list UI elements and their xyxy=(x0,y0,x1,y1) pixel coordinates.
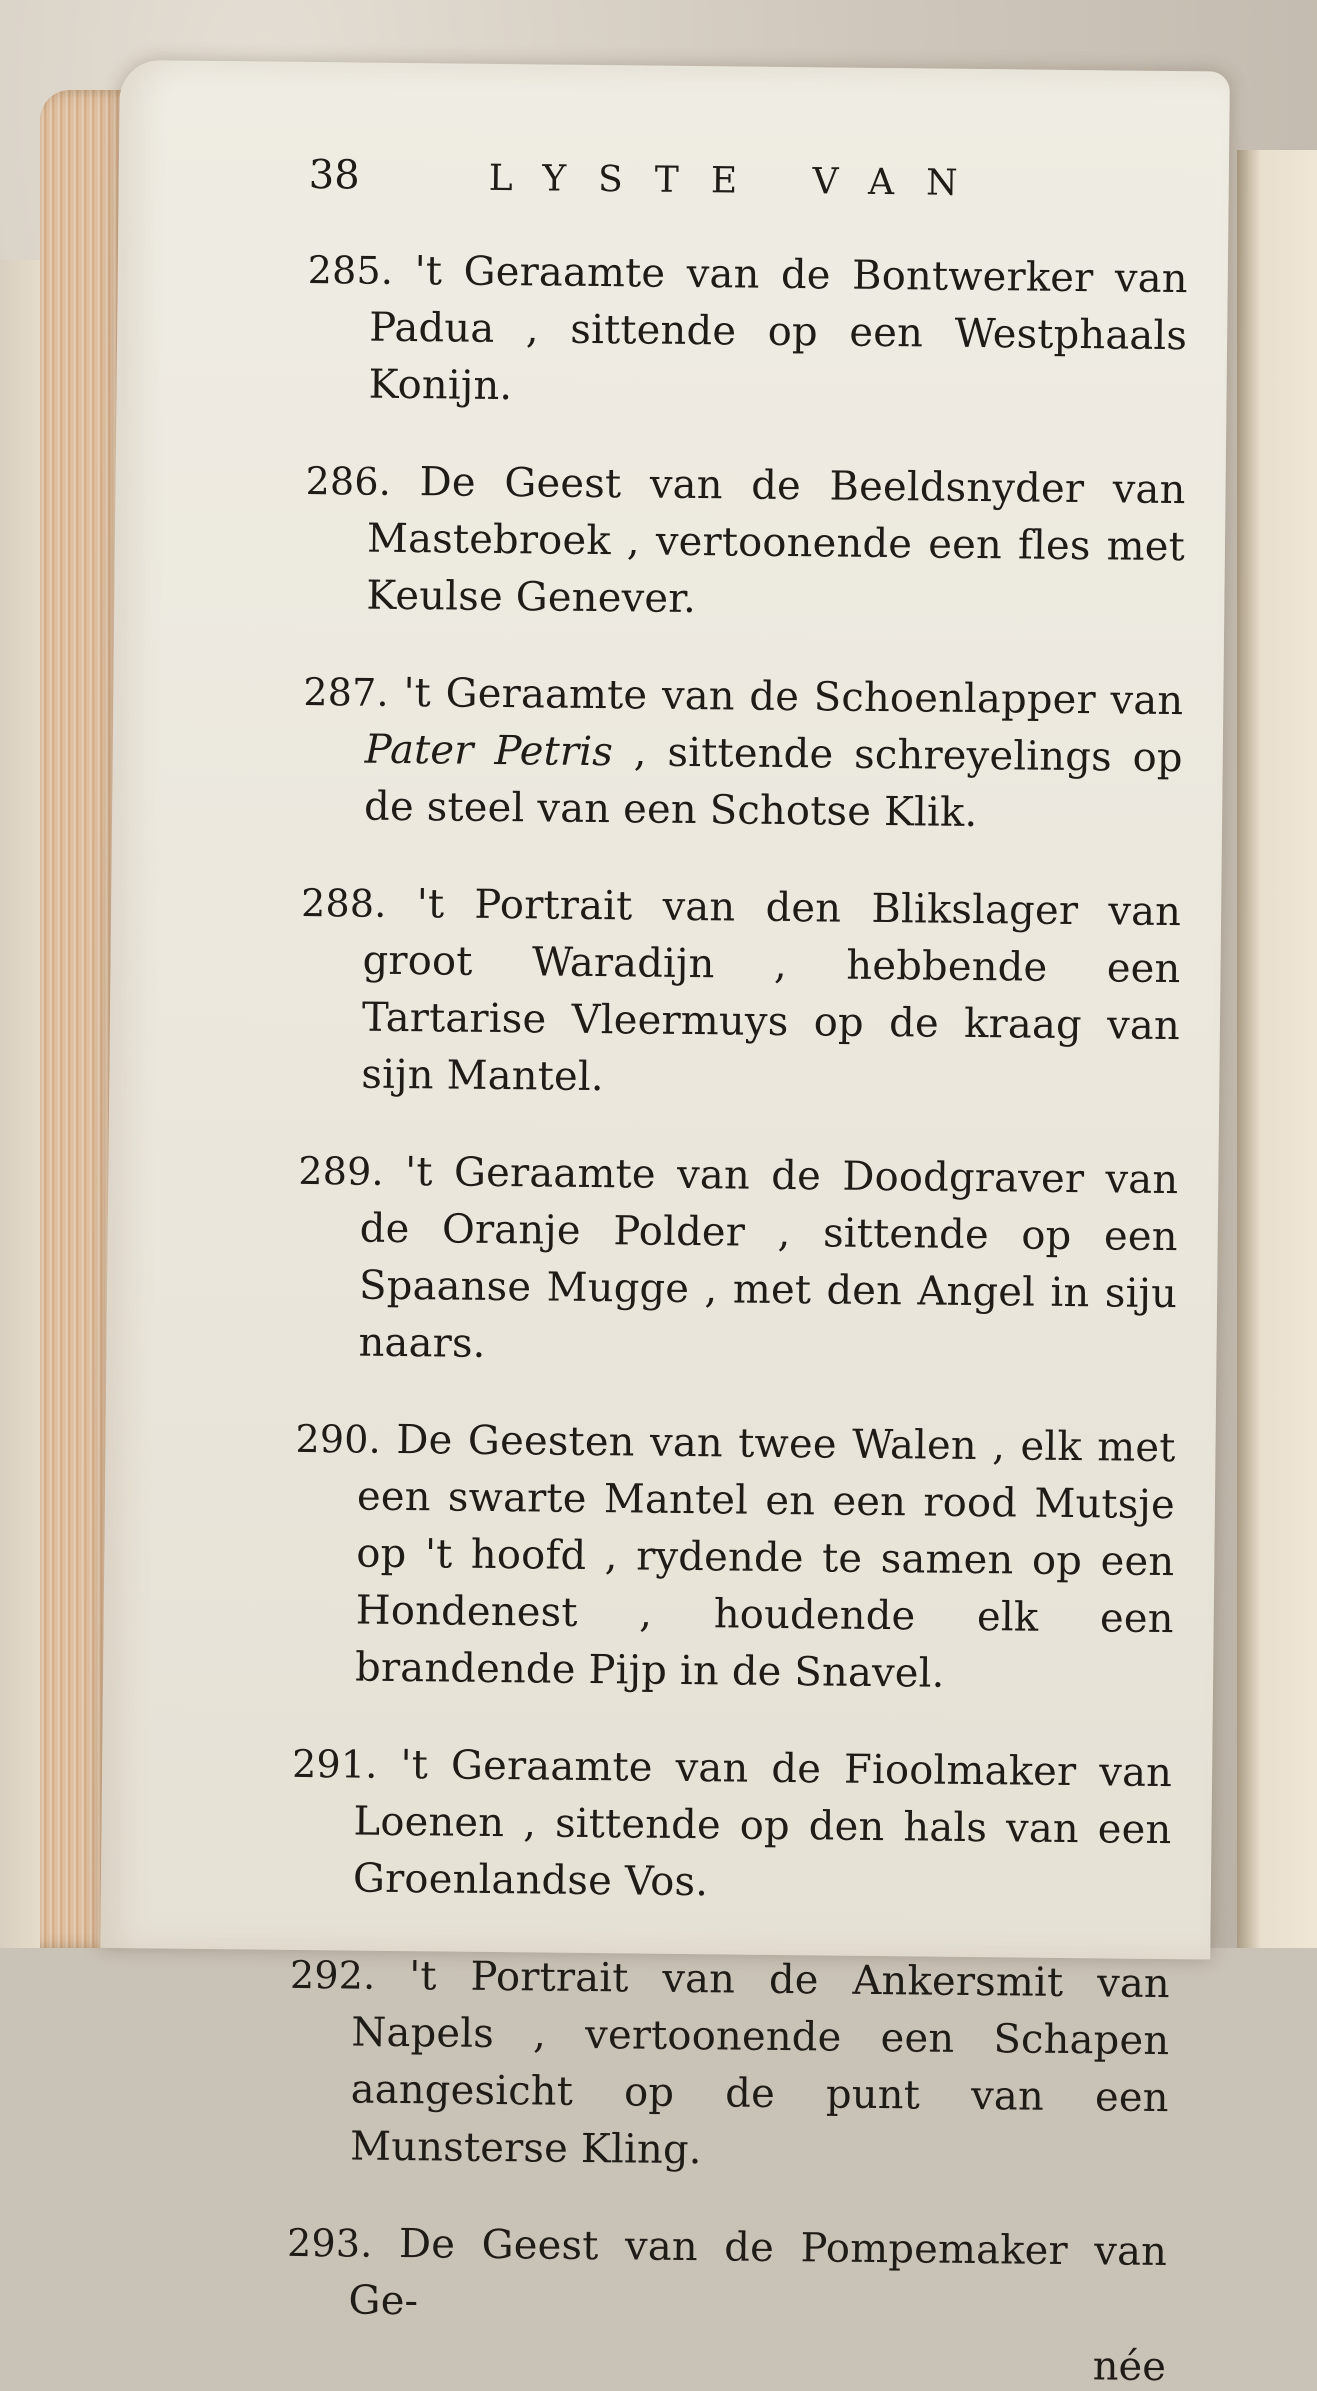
entry-number: 285. xyxy=(307,247,394,293)
list-item xyxy=(304,453,1186,633)
page-text-block xyxy=(286,152,1189,2390)
entry-number: 287. xyxy=(303,669,390,715)
entry-italic-name: Pater Petris xyxy=(364,726,614,776)
facing-page-edge xyxy=(1237,150,1317,1948)
list-item xyxy=(293,1411,1176,1705)
entry-number: 288. xyxy=(300,880,387,926)
entry-number: 292. xyxy=(289,1952,376,1998)
entry-text: De Geest van de Pompemaker van Ge- xyxy=(348,2221,1168,2325)
entry-text: , sittende schreyelings op de steel van een Schotse Klik. xyxy=(363,729,1183,837)
entry-number: 286. xyxy=(305,458,392,504)
entry-text: De Geest van de Beeldsnyder van Mastebroek , vertoonende een fles met Keulse Genever. xyxy=(366,459,1186,623)
page-number: 38 xyxy=(308,151,360,199)
list-item xyxy=(296,1143,1178,1380)
entry-text: 't Geraamte van de Doodgraver van de Oranje Polder , sittende op een Spaanse Mugge , met den Angel in siju naars. xyxy=(358,1149,1179,1367)
entry-number: 290. xyxy=(295,1416,382,1462)
running-head-title: LYSTE VAN xyxy=(488,157,990,205)
list-item xyxy=(291,1736,1173,1916)
list-item xyxy=(286,2215,1167,2338)
list-item xyxy=(299,875,1181,1112)
running-head xyxy=(309,152,1189,211)
entry-text: 't Portrait van den Blikslager van groot Waradijn , hebbende een Tartarise Vleermuys op de kraag van sijn Mantel. xyxy=(361,881,1182,1101)
list-item xyxy=(288,1947,1170,2184)
entry-text: 't Geraamte van de Fioolmaker van Loenen , sittende op den hals van een Groenlandse Vos. xyxy=(352,1742,1173,1906)
entry-number: 291. xyxy=(291,1741,378,1787)
entry-number: 293. xyxy=(286,2220,373,2266)
entry-text: 't Geraamte van de Bontwerker van Padua , sittende op een Westphaals Konijn. xyxy=(368,248,1189,410)
book-page xyxy=(100,60,1230,2391)
entry-text: De Geesten van twee Walen , elk met een swarte Mantel en een rood Mutsje op 't hoofd , rydende te samen op een Hondenest , houdende elk een brandende Pijp in de Snavel. xyxy=(354,1416,1176,1697)
list-item xyxy=(306,242,1188,422)
entry-text: 't Portrait van de Ankersmit van Napels , vertoonende een Schapen aangesicht op de punt van een Munsterse Kling. xyxy=(349,1953,1171,2174)
entry-text: 't Geraamte van de Schoenlapper van xyxy=(403,670,1184,725)
catchword: née xyxy=(1092,2343,1167,2391)
list-item xyxy=(302,664,1184,844)
entry-number: 289. xyxy=(298,1148,385,1194)
